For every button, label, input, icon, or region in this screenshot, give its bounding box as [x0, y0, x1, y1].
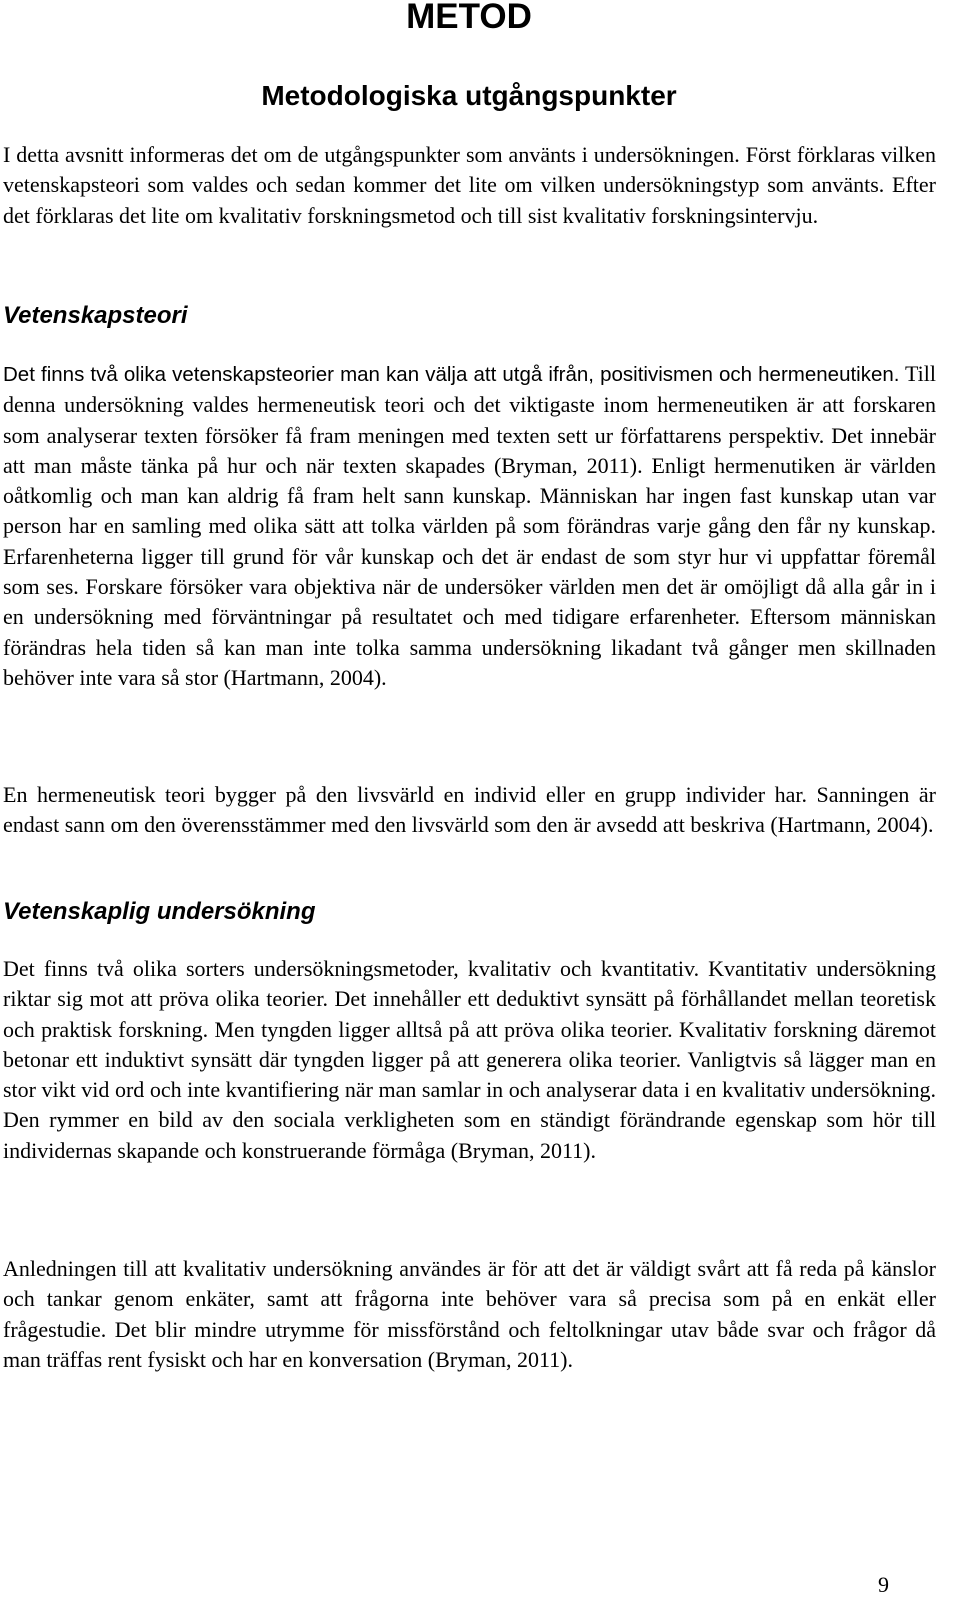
intro-paragraph: I detta avsnitt informeras det om de utgångspunkter som använts i undersökningen. Först förklaras vilken vetenskapsteori som valdes och sedan kommer det lite om vilken undersökningstyp som använts. Efter det förklaras det lite om kvalitativ forskningsmetod och till sist kvalitativ forskningsintervju. — [3, 142, 936, 228]
paragraph-undersokning-2: Anledningen till att kvalitativ undersökning användes är för att det är väldigt svårt att få reda på känslor och tankar genom enkäter, samt att frågorna inte behöver vara så precisa som på en enkät eller frågestudie. Det blir mindre utrymme för missförstånd och feltolkningar utav både svar och frågor då man träffas rent fysiskt och har en konversation (Bryman, 2011). — [3, 1256, 936, 1372]
paragraph-vetenskapsteori-1 — [3, 359, 936, 693]
section-title: Metodologiska utgångspunkter — [261, 80, 677, 111]
page-number: 9 — [878, 1572, 889, 1597]
heading-vetenskapsteori: Vetenskapsteori — [3, 302, 188, 329]
paragraph-vetenskapsteori-1-rest: Till denna undersökning valdes hermeneutisk teori och det viktigaste inom hermeneutiken är att forskaren som analyserar texten försöker få fram meningen med texten sett ur författarens perspektiv. Det innebär att man måste tänka på hur och när texten skapades (Bryman, 2011). Enligt hermenutiken är världen oåtkomlig och man kan aldrig få fram helt sann kunskap. Människan har ingen fast kunskap utan var person har en samling med olika sätt att tolka världen på som förändras varje gång den får ny kunskap. Erfarenheterna ligger till grund för vår kunskap och det är endast de som styr hur vi uppfattar föremål som ses. Forskare försöker vara objektiva när de undersöker världen men det är omöjligt då alla går in i en undersökning med förväntningar på resultatet och med tidigare erfarenheter. Eftersom människan förändras hela tiden så kan man inte tolka samma undersökning likadant två gånger men skillnaden behöver inte vara så stor (Hartmann, 2004). — [3, 361, 936, 690]
paragraph-vetenskapsteori-2: En hermeneutisk teori bygger på den livsvärld en individ eller en grupp individer har. Sanningen är endast sann om den överensstämmer med den livsvärld som den är avsedd att beskriva (Hartmann, 2004). — [3, 782, 936, 838]
chapter-title: METOD — [406, 0, 532, 36]
paragraph-vetenskapsteori-1-lead: Det finns två olika vetenskapsteorier man kan välja att utgå ifrån, positivismen och hermeneutiken. — [3, 363, 900, 386]
heading-vetenskaplig-undersokning: Vetenskaplig undersökning — [3, 898, 316, 925]
paragraph-undersokning-1: Det finns två olika sorters undersökningsmetoder, kvalitativ och kvantitativ. Kvantitativ undersökning riktar sig mot att pröva olika teorier. Det innehåller ett deduktivt synsätt på förhållandet mellan teoretisk och praktisk forskning. Men tyngden ligger alltså på att pröva olika teorier. Kvalitativ forskning däremot betonar ett induktivt synsätt där tyngden ligger på att generera olika teorier. Vanligtvis så lägger man en stor vikt vid ord och inte kvantifiering när man samlar in och analyserar data i en kvalitativ undersökning. Den rymmer en bild av den sociala verkligheten som en ständigt förändrande egenskap som hör till individernas skapande och konstruerande förmåga (Bryman, 2011). — [3, 956, 936, 1163]
